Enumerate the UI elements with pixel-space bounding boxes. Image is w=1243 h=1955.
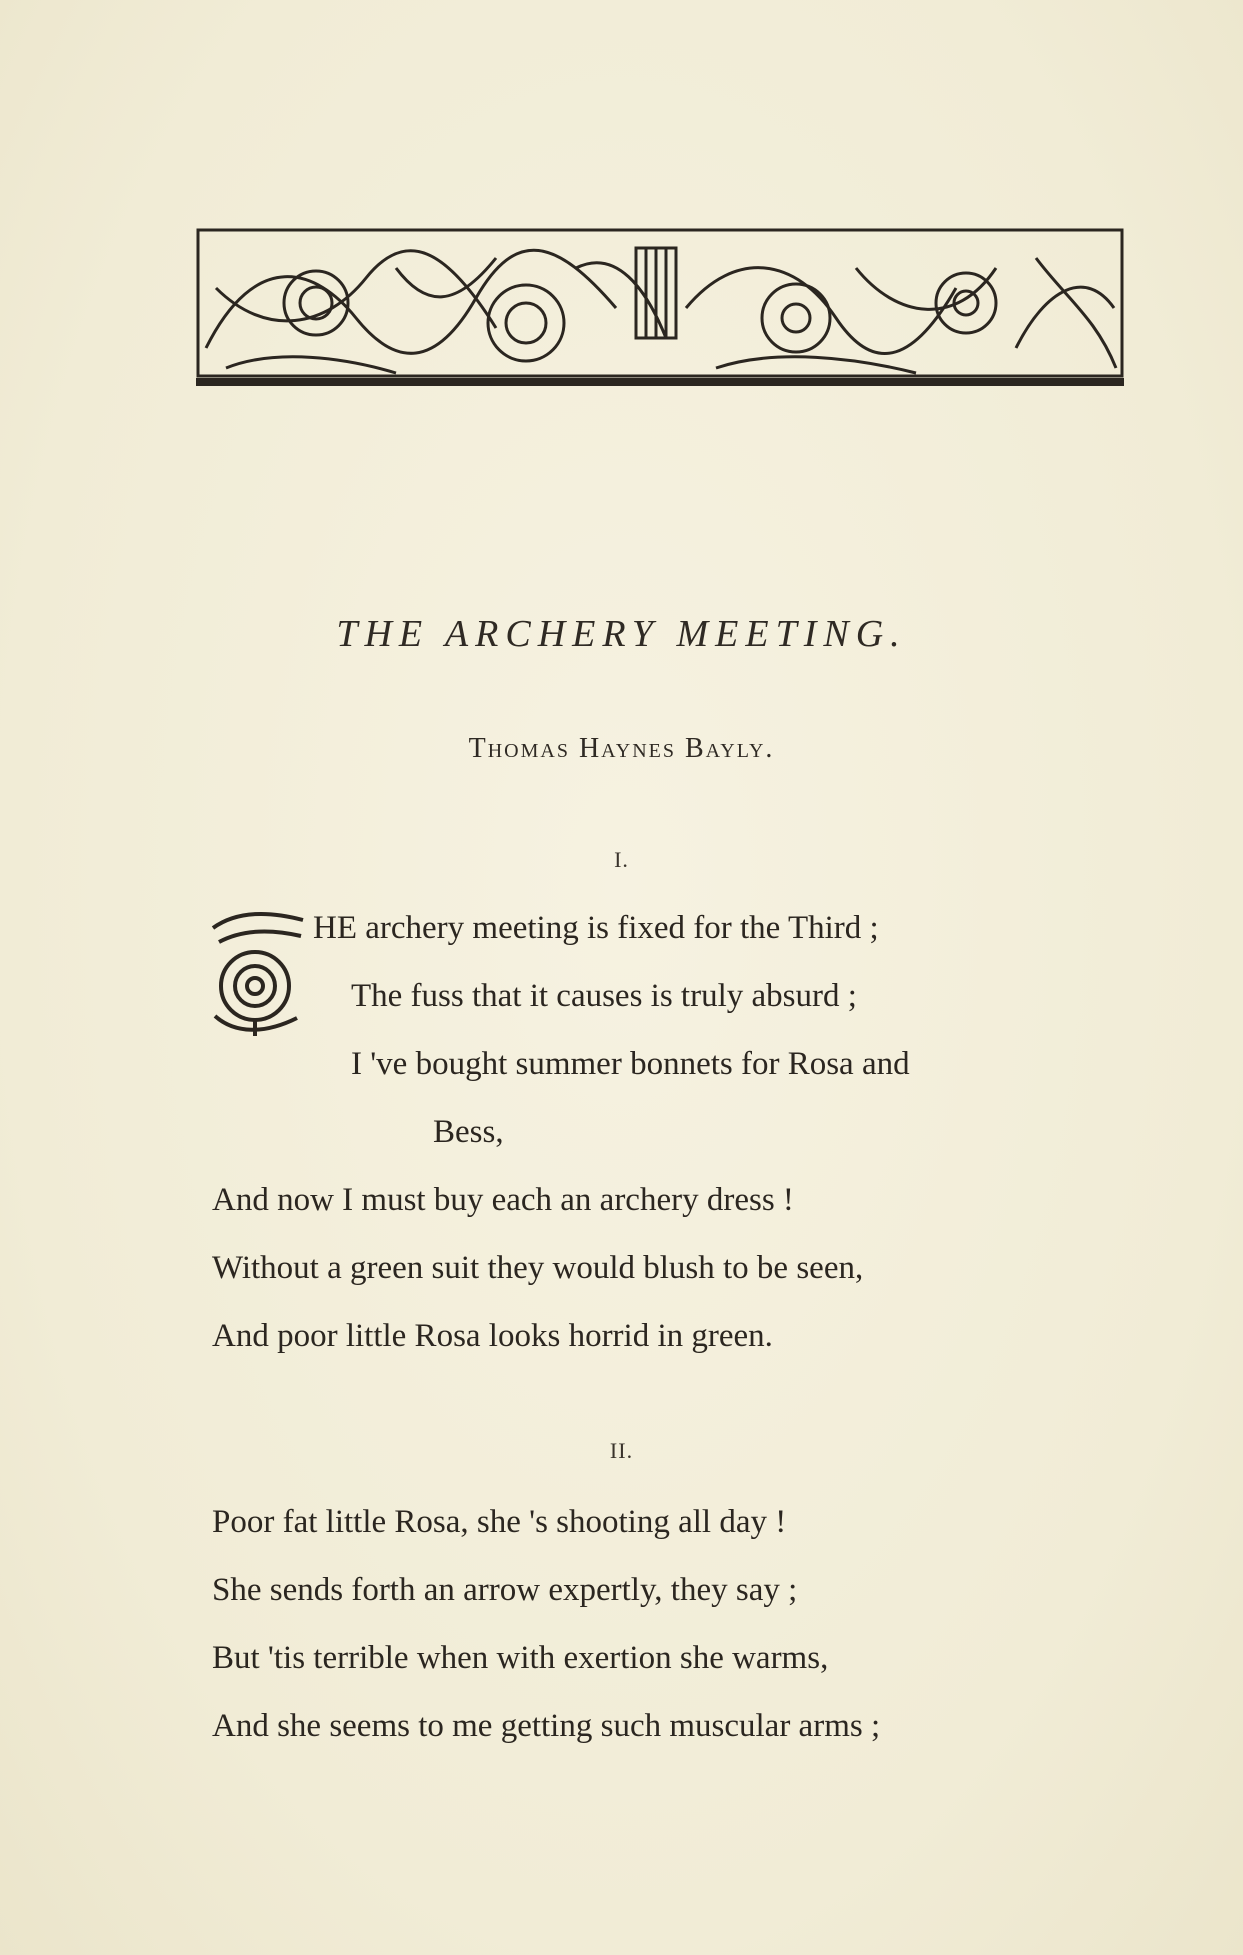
stanza-1-line-6: Without a green suit they would blush to be seen, <box>212 1250 864 1286</box>
stanza-1-line-3: I 've bought summer bonnets for Rosa and <box>351 1046 910 1082</box>
stanza-1-line-1: HE archery meeting is fixed for the Third ; <box>313 910 879 946</box>
stanza-1-line-5: And now I must buy each an archery dress ! <box>212 1182 794 1218</box>
stanza-2-line-4: And she seems to me getting such muscular arms ; <box>212 1708 881 1744</box>
poem-title: THE ARCHERY MEETING. <box>336 613 907 655</box>
stanza-1-line-7: And poor little Rosa looks horrid in green. <box>212 1318 773 1354</box>
stanza-numeral-2: II. <box>609 1438 634 1463</box>
ornamental-headpiece-icon <box>196 228 1124 392</box>
stanza-1-line-4: Bess, <box>433 1114 504 1150</box>
stanza-2-line-1: Poor fat little Rosa, she 's shooting all day ! <box>212 1504 787 1540</box>
stanza-2-line-3: But 'tis terrible when with exertion she warms, <box>212 1640 829 1676</box>
stanza-numeral-1: I. <box>614 847 629 872</box>
decorative-initial-t-icon <box>205 906 309 1038</box>
stanza-2-line-2: She sends forth an arrow expertly, they say ; <box>212 1572 798 1608</box>
stanza-1-line-2: The fuss that it causes is truly absurd ; <box>351 978 857 1014</box>
poem-author: Thomas Haynes Bayly. <box>468 733 775 764</box>
